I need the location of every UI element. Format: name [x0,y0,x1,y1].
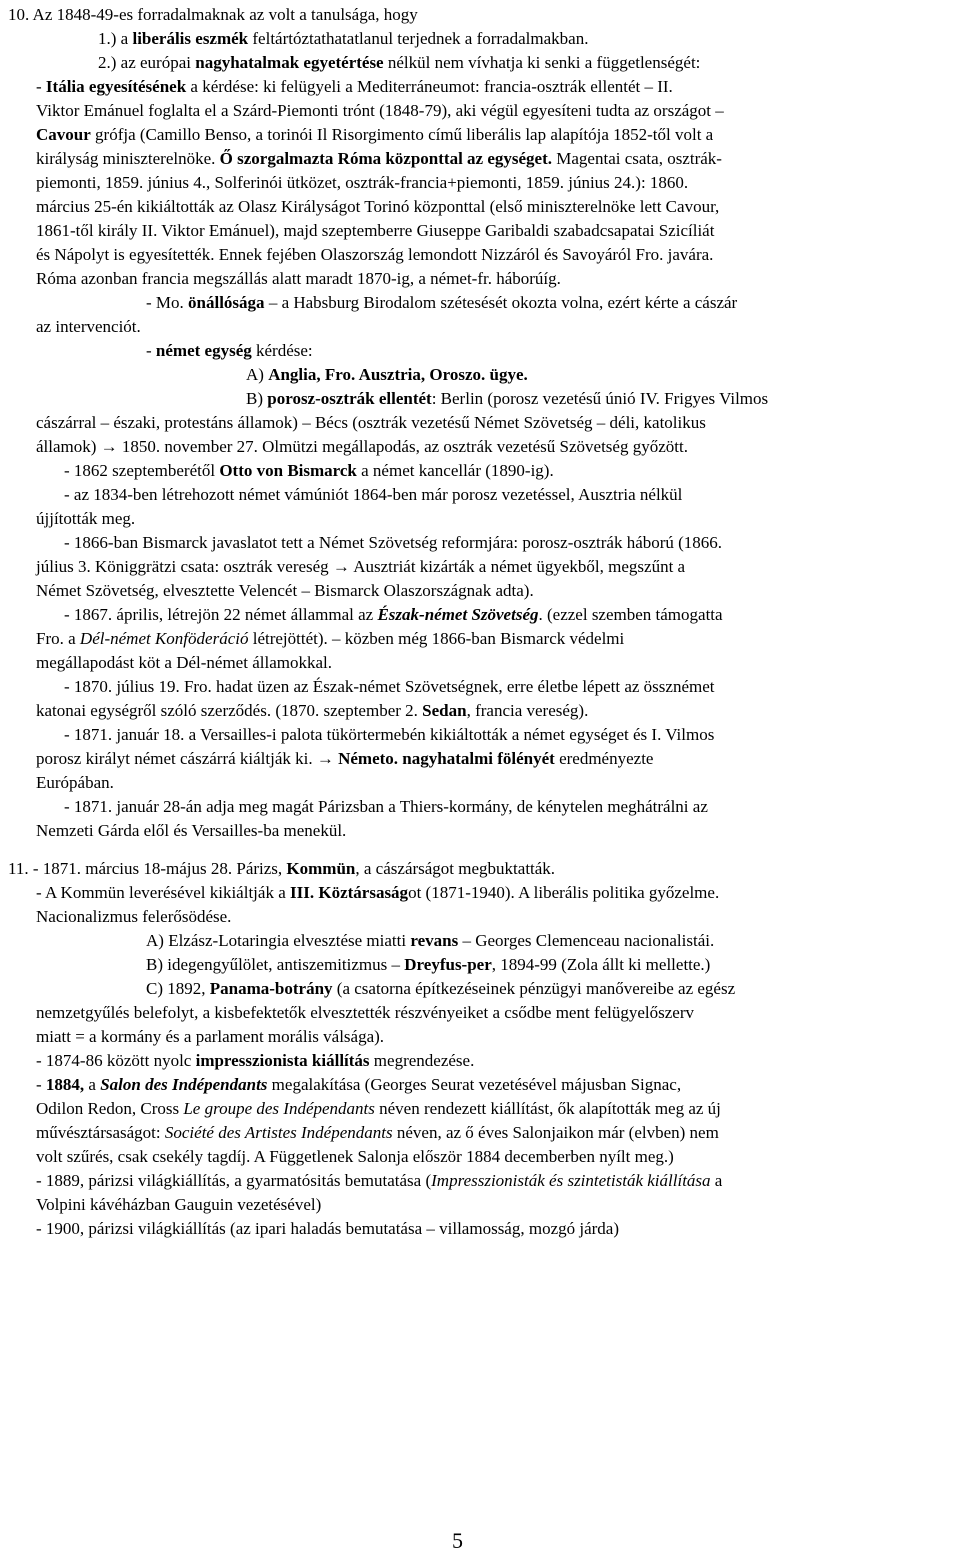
text-line [98,28,588,50]
text-run: az intervenciót. [36,317,141,336]
text-line [64,532,722,554]
text-run: művésztársaságot: [36,1123,165,1142]
text-run: - A Kommün leverésével kikiáltják a [36,883,290,902]
text-run: 1861-től király II. Viktor Emánuel), majd szeptemberre Giuseppe Garibaldi szabadcsapatai Szicíliát [36,221,715,240]
text-run: , francia vereség). [466,701,589,720]
text-line [36,700,588,722]
text-run: létrejöttét). – közben még 1866-ban Bismarck védelmi [248,629,625,648]
text-run: feltártóztathatatlanul terjednek a forradalmakban. [248,29,589,48]
text-line [36,244,713,266]
emphasized-text: Impresszionisták és szintetisták kiállítása [431,1171,711,1190]
text-line [36,748,653,770]
text-run: Fro. a [36,629,80,648]
text-run: – a Habsburg Birodalom szétesését okozta volna, ezért kérte a cászár [264,293,738,312]
text-run: újjították meg. [36,509,136,528]
emphasized-text: Le groupe des Indépendants [183,1099,375,1118]
text-line [246,364,528,386]
emphasized-text: Panama-botrány [209,979,333,998]
text-run: - 1866-ban Bismarck javaslatot tett a Német Szövetség reformjára: porosz-osztrák háború (1866. [64,533,723,552]
text-line [36,508,135,530]
text-run: grófja (Camillo Benso, a torinói Il Risorgimento című liberális lap alapítója 1852-től volt a [90,125,714,144]
text-run: A) [246,365,269,384]
text-run: Német Szövetség, elvesztette Velencét – Bismarck Olaszországnak adta). [36,581,534,600]
emphasized-text: Németo. nagyhatalmi fölényét [338,749,555,768]
text-run: 11. - 1871. március 18-május 28. Párizs, [8,859,287,878]
text-run: Magentai csata, osztrák- [552,149,722,168]
text-line [36,1002,694,1024]
text-line [36,628,624,650]
emphasized-text: önállósága [188,293,265,312]
text-line [64,676,714,698]
emphasized-text: Kommün [286,859,356,878]
emphasized-text: revans [410,931,459,950]
text-run: Viktor Emánuel foglalta el a Szárd-Piemonti trónt (1848-79), aki végül egyesíteni tudta az országot – [36,101,724,120]
text-line [8,4,418,26]
text-line [36,148,722,170]
text-line [64,484,682,506]
emphasized-text: III. Köztársaság [290,883,409,902]
text-line [64,724,714,746]
text-run: (a csatorna építkezéseinek pénzügyi manővereibe az egész [332,979,736,998]
text-run: március 25-én kikiáltották az Olasz Királyságot Torinó központtal (első miniszterelnöke lett Cavour, [36,197,720,216]
text-run: a német kancellár (1890-ig). [356,461,554,480]
text-run: porosz királyt német cászárrá kiáltják ki. → [36,749,339,768]
text-run: ot (1871-1940). A liberális politika győzelme. [408,883,720,902]
text-line [36,820,346,842]
text-run: a [84,1075,101,1094]
text-line [36,882,719,904]
text-run: július 3. Königgrätzi csata: osztrák vereség → Ausztriát kizárták a német ügyekből, megszűnt a [36,557,686,576]
text-line [98,52,700,74]
text-line [146,292,737,314]
emphasized-text: impresszionista kiállítás [195,1051,370,1070]
text-run: , a cászárságot megbuktatták. [355,859,556,878]
emphasized-text: Sedan [422,701,467,720]
text-run: B) idegengyűlölet, antiszemitizmus – [146,955,405,974]
text-run: . (ezzel szemben támogatta [538,605,723,624]
text-line [36,412,706,434]
text-run: B) [246,389,268,408]
text-run: államok) → 1850. november 27. Olmützi megállapodás, az osztrák vezetésű Szövetség győzött. [36,437,688,456]
text-line [36,1026,384,1048]
text-run: néven, az ő éves Salonjaikon már (elvben) nem [392,1123,719,1142]
text-run: kérdése: [251,341,313,360]
text-line [36,652,332,674]
text-run: - 1862 szeptemberétől [64,461,220,480]
text-run: cászárral – északi, protestáns államok) – Bécs (osztrák vezetésű Német Szövetség – déli, katolikus [36,413,706,432]
text-run: piemonti, 1859. június 4., Solferinói ütközet, osztrák-francia+piemonti, 1859. június 24.): 1860. [36,173,689,192]
text-run: néven rendezett kiállítást, ők alapították meg az új [374,1099,721,1118]
text-run: Róma azonban francia megszállás alatt maradt 1870-ig, a német-fr. háborúíg. [36,269,561,288]
text-run: miatt = a kormány és a parlament morális válsága). [36,1027,385,1046]
text-line [36,268,561,290]
emphasized-text: Dél-német Konföderáció [79,629,249,648]
text-line [246,388,768,410]
text-line [36,1194,321,1216]
page-number: 5 [452,1528,463,1553]
text-run: - [146,341,156,360]
text-line [64,460,554,482]
emphasized-text: Otto von Bismarck [219,461,357,480]
text-run: Volpini kávéházban Gauguin vezetésével) [36,1195,322,1214]
text-run: 10. Az 1848-49-es forradalmaknak az volt a tanulsága, hogy [8,5,418,24]
text-run: királyság miniszterelnöke. [36,149,220,168]
text-line [36,1146,674,1168]
text-run: eredményezte [554,749,654,768]
text-run: a [710,1171,723,1190]
text-run: volt szűrés, csak csekély tagdíj. A Függetlenek Salonja először 1884 decemberben nyílt meg.) [36,1147,674,1166]
text-line [36,220,714,242]
text-line [8,858,555,880]
text-run: Európában. [36,773,114,792]
emphasized-text: Cavour [36,125,91,144]
text-run: - 1871. január 18. a Versailles-i palota tükörtermebén kikiáltották a német egységet és I. Vilmos [64,725,715,744]
emphasized-text: Itália egyesítésének [45,77,187,96]
text-line [36,906,231,928]
text-run: nemzetgyűlés belefolyt, a kisbefektetők elvesztették részvényeiket a csődbe ment felügyelőszerv [36,1003,695,1022]
text-line [64,604,723,626]
emphasized-text: Anglia, Fro. Ausztria, Oroszo. ügye. [268,365,528,384]
text-run: 1.) a [98,29,133,48]
text-run: - 1900, párizsi világkiállítás (az ipari haladás bemutatása – villamosság, mozgó járda) [36,1219,620,1238]
text-run: a kérdése: ki felügyeli a Mediterráneumot: francia-osztrák ellentét – II. [186,77,673,96]
text-run: A) Elzász-Lotaringia elvesztése miatti [146,931,411,950]
text-line [146,340,313,362]
text-run: , 1894-99 (Zola állt ki mellette.) [491,955,711,974]
text-run: megalakítása (Georges Seurat vezetésével májusban Signac, [267,1075,682,1094]
text-line [146,930,714,952]
emphasized-text: liberális eszmék [132,29,249,48]
text-line [146,954,710,976]
text-run: 2.) az európai [98,53,196,72]
text-run: : Berlin (porosz vezetésű únió IV. Frigyes Vilmos [431,389,769,408]
text-run: - Mo. [146,293,189,312]
emphasized-text: német egység [155,341,252,360]
text-line [146,978,735,1000]
emphasized-text: 1884, [45,1075,85,1094]
text-run: - [36,77,46,96]
text-line [36,196,719,218]
text-line [36,1050,474,1072]
emphasized-text: Észak-német Szövetség [377,605,539,624]
text-run: - 1870. július 19. Fro. hadat üzen az Észak-német Szövetségnek, erre életbe lépett az össznémet [64,677,715,696]
emphasized-text: Ő szorgalmazta Róma központtal az egységet. [219,149,553,168]
text-line [36,1074,681,1096]
text-run: - 1874-86 között nyolc [36,1051,196,1070]
text-run: Nacionalizmus felerősödése. [36,907,232,926]
text-line [36,436,688,458]
text-line [36,76,673,98]
text-run: - 1867. április, létrejön 22 német állammal az [64,605,378,624]
text-line [36,124,713,146]
text-run: C) 1892, [146,979,210,998]
text-run: és Nápolyt is egyesítették. Ennek fejében Olaszország lemondott Nizzáról és Savoyáról Fro. javára. [36,245,714,264]
text-line [36,1098,721,1120]
text-line [36,172,688,194]
text-line [36,316,141,338]
text-run: - 1871. január 28-án adja meg magát Párizsban a Thiers-kormány, de kénytelen meghátrálni az [64,797,708,816]
text-line [36,1122,719,1144]
emphasized-text: Salon des Indépendants [100,1075,268,1094]
text-line [36,100,724,122]
text-run: - az 1834-ben létrehozott német vámúniót 1864-ben már porosz vezetéssel, Ausztria nélkül [64,485,683,504]
text-run: Odilon Redon, Cross [36,1099,184,1118]
text-line [36,1170,722,1192]
text-run: - [36,1075,46,1094]
text-run: megrendezése. [369,1051,475,1070]
emphasized-text: nagyhatalmak egyetértése [195,53,384,72]
text-line [36,772,114,794]
text-line [36,1218,619,1240]
text-line [36,580,534,602]
text-run: Nemzeti Gárda elől és Versailles-ba menekül. [36,821,347,840]
emphasized-text: Société des Artistes Indépendants [164,1123,393,1142]
emphasized-text: Dreyfus-per [404,955,492,974]
emphasized-text: porosz-osztrák ellentét [267,389,432,408]
text-run: nélkül nem vívhatja ki senki a függetlenségét: [383,53,701,72]
text-run: - 1889, párizsi világkiállítás, a gyarmatósitás bemutatása ( [36,1171,432,1190]
text-run: megállapodást köt a Dél-német államokkal. [36,653,332,672]
text-run: – Georges Clemenceau nacionalistái. [458,931,715,950]
text-run: katonai egységről szóló szerződés. (1870. szeptember 2. [36,701,423,720]
text-line [64,796,708,818]
text-line [36,556,685,578]
